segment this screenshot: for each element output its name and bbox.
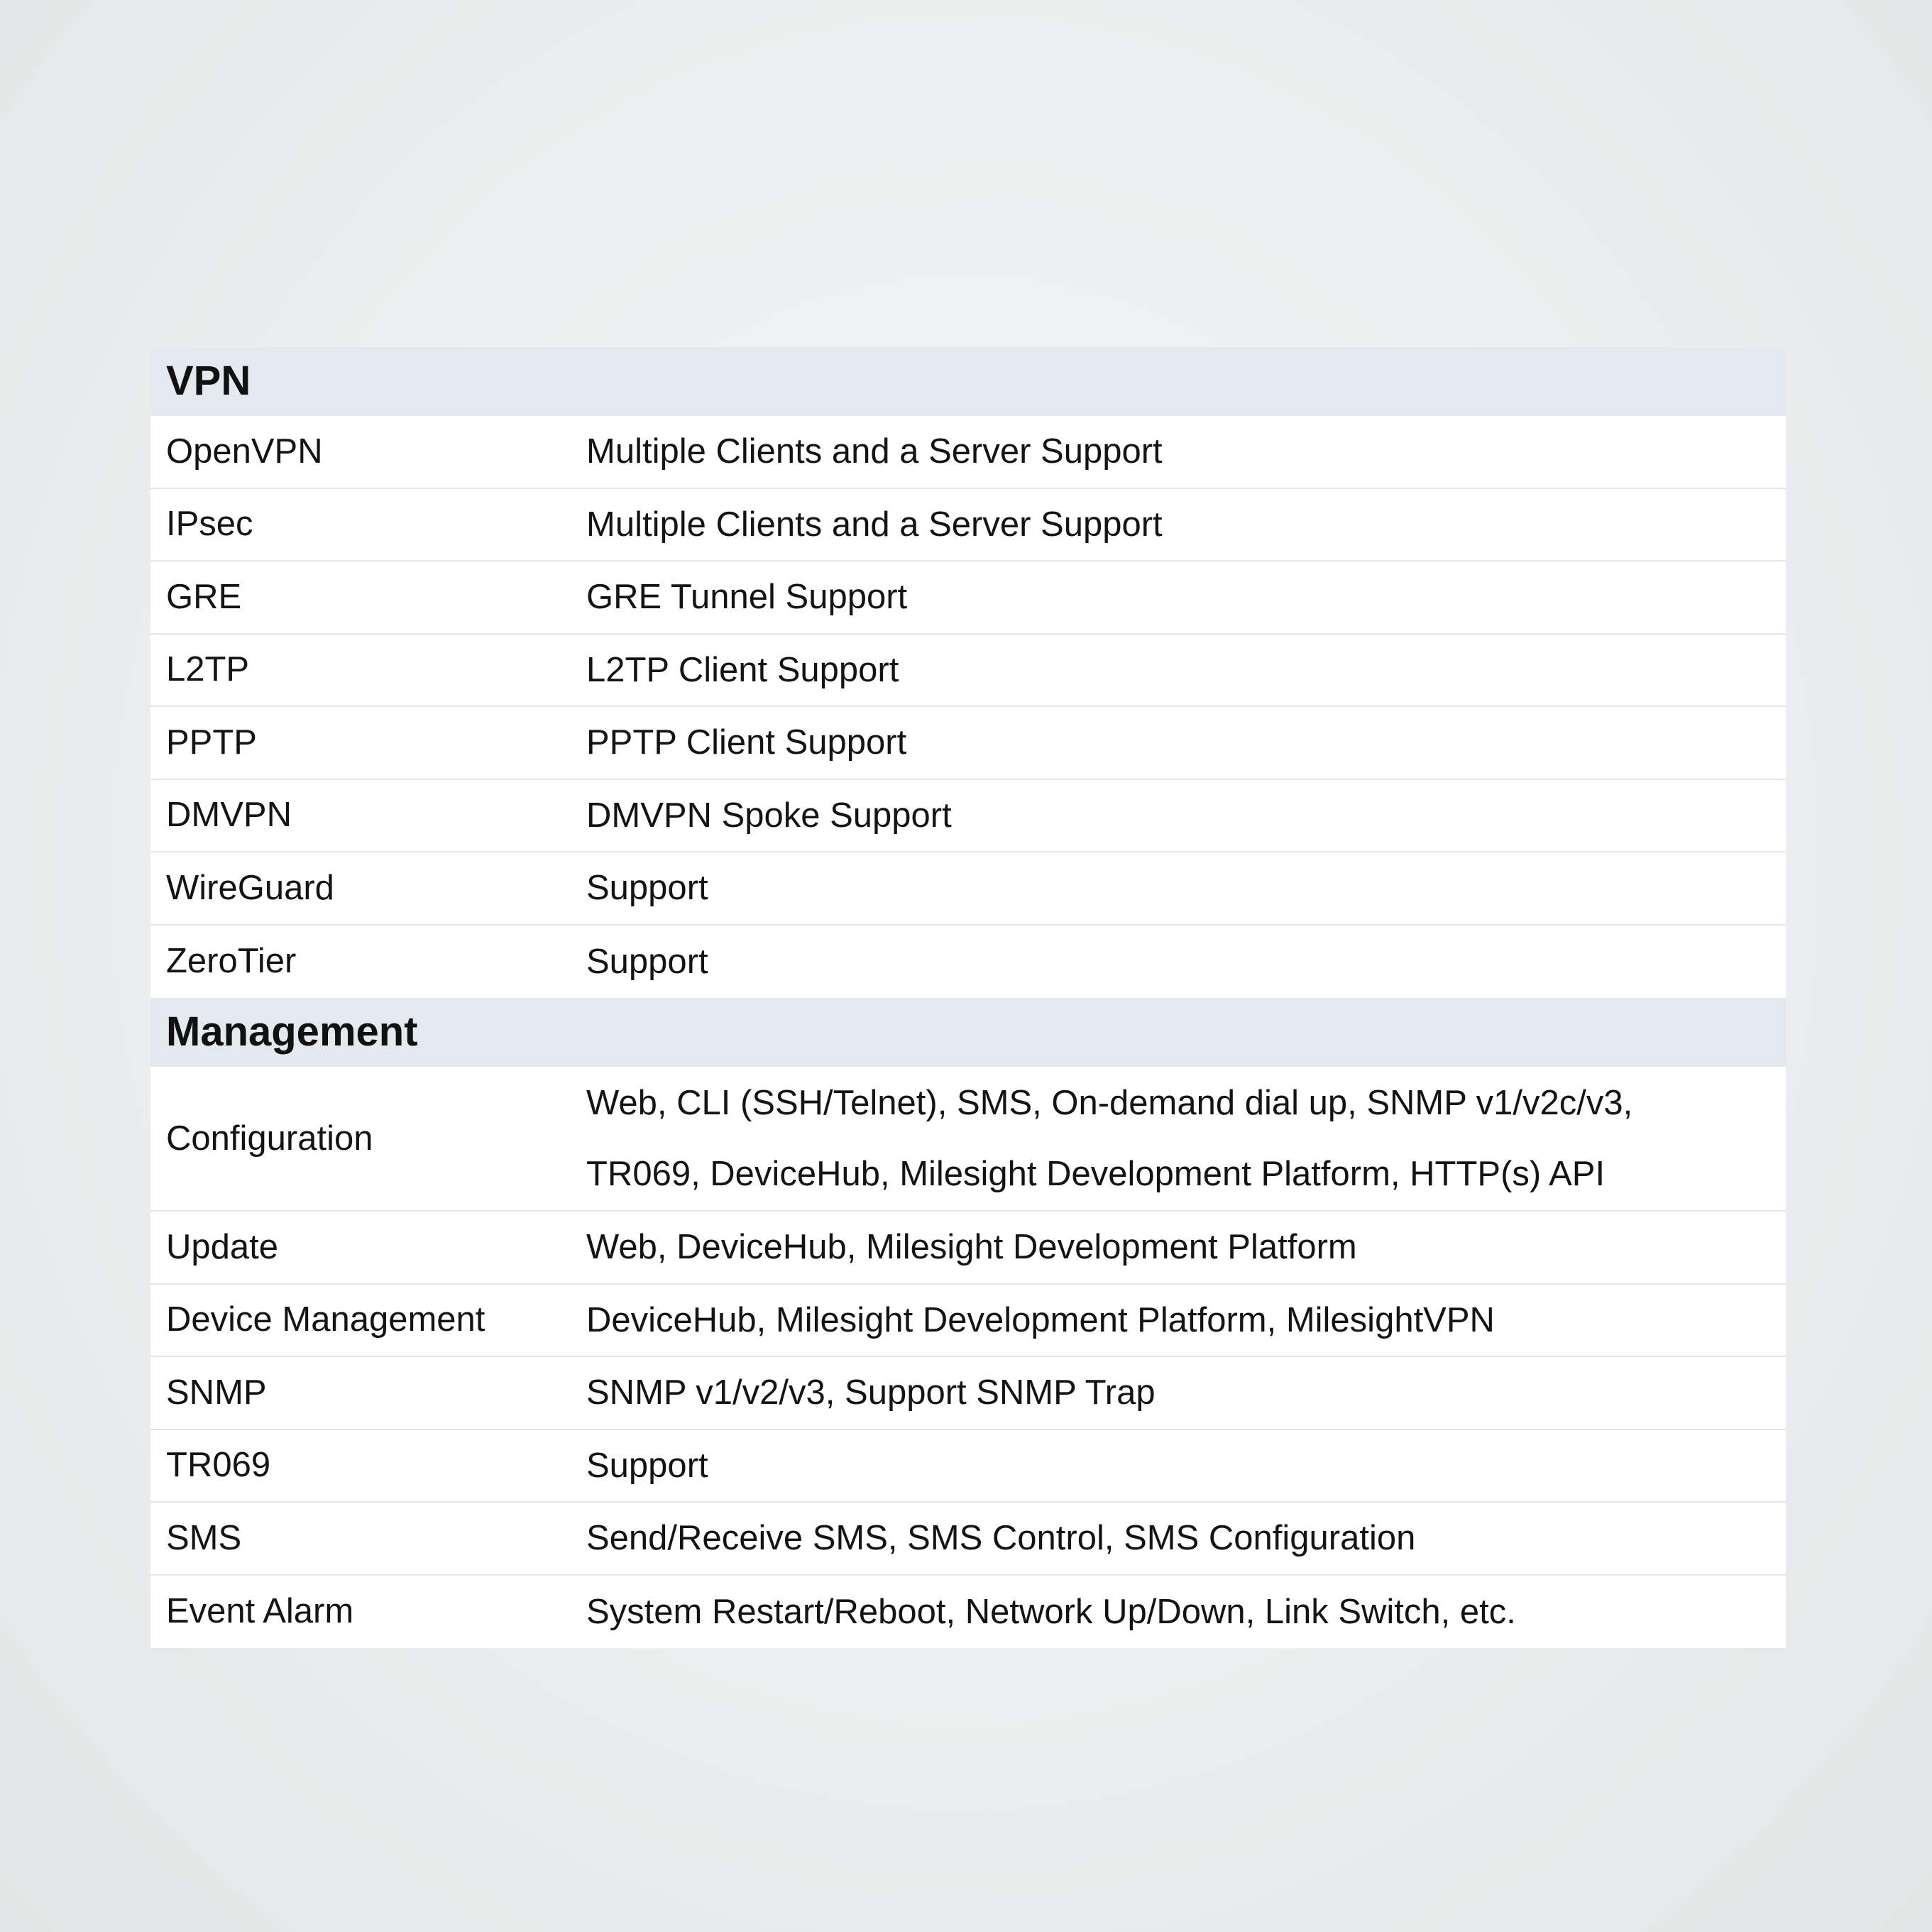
table-row — [150, 416, 1786, 489]
row-value: DeviceHub, Milesight Development Platform, MilesightVPN — [586, 1300, 1495, 1339]
row-label: PPTP — [166, 723, 257, 762]
row-label: Event Alarm — [166, 1592, 354, 1631]
section-title: Management — [166, 1008, 418, 1055]
table-row — [150, 1503, 1786, 1576]
row-value: L2TP Client Support — [586, 650, 899, 689]
row-value: Support — [586, 869, 708, 908]
row-label: Configuration — [166, 1119, 373, 1158]
row-value: DMVPN Spoke Support — [586, 796, 952, 835]
section-header-management — [150, 998, 1786, 1067]
row-value: PPTP Client Support — [586, 723, 907, 762]
row-label: Update — [166, 1227, 279, 1266]
table-row — [150, 1576, 1786, 1649]
row-value — [586, 1067, 1786, 1209]
row-value: Support — [586, 1446, 708, 1485]
row-label: L2TP — [166, 650, 250, 689]
table-row — [150, 1212, 1786, 1285]
row-label: IPsec — [166, 505, 253, 544]
table-row — [150, 1430, 1786, 1503]
row-label: SNMP — [166, 1373, 267, 1412]
row-value: Send/Receive SMS, SMS Control, SMS Configuration — [586, 1519, 1416, 1558]
table-row — [150, 926, 1786, 999]
table-row — [150, 852, 1786, 926]
spec-table — [150, 347, 1786, 1648]
table-row — [150, 489, 1786, 562]
row-value-line: TR069, DeviceHub, Milesight Development Platform, HTTP(s) API — [586, 1155, 1606, 1193]
table-row — [150, 1285, 1786, 1358]
row-value: GRE Tunnel Support — [586, 578, 908, 617]
row-value-line: Web, CLI (SSH/Telnet), SMS, On-demand dial up, SNMP v1/v2c/v3, — [586, 1084, 1633, 1122]
table-row — [150, 561, 1786, 635]
table-row — [150, 635, 1786, 708]
row-label: Device Management — [166, 1300, 485, 1339]
table-row — [150, 780, 1786, 853]
section-header-vpn — [150, 347, 1786, 416]
row-label: SMS — [166, 1518, 242, 1557]
row-value: Web, DeviceHub, Milesight Development Platform — [586, 1228, 1357, 1267]
row-value: System Restart/Reboot, Network Up/Down, Link Switch, etc. — [586, 1592, 1516, 1631]
row-label: TR069 — [166, 1446, 271, 1485]
table-row — [150, 1357, 1786, 1430]
row-label: GRE — [166, 577, 242, 616]
row-value: Multiple Clients and a Server Support — [586, 505, 1163, 544]
table-row — [150, 707, 1786, 780]
row-value: Support — [586, 942, 708, 981]
row-label: WireGuard — [166, 868, 334, 907]
section-title: VPN — [166, 357, 251, 404]
table-row — [150, 1067, 1786, 1212]
row-value: Multiple Clients and a Server Support — [586, 432, 1163, 471]
row-label: DMVPN — [166, 796, 292, 835]
row-value: SNMP v1/v2/v3, Support SNMP Trap — [586, 1373, 1156, 1412]
row-label: OpenVPN — [166, 432, 323, 471]
row-label: ZeroTier — [166, 942, 297, 981]
